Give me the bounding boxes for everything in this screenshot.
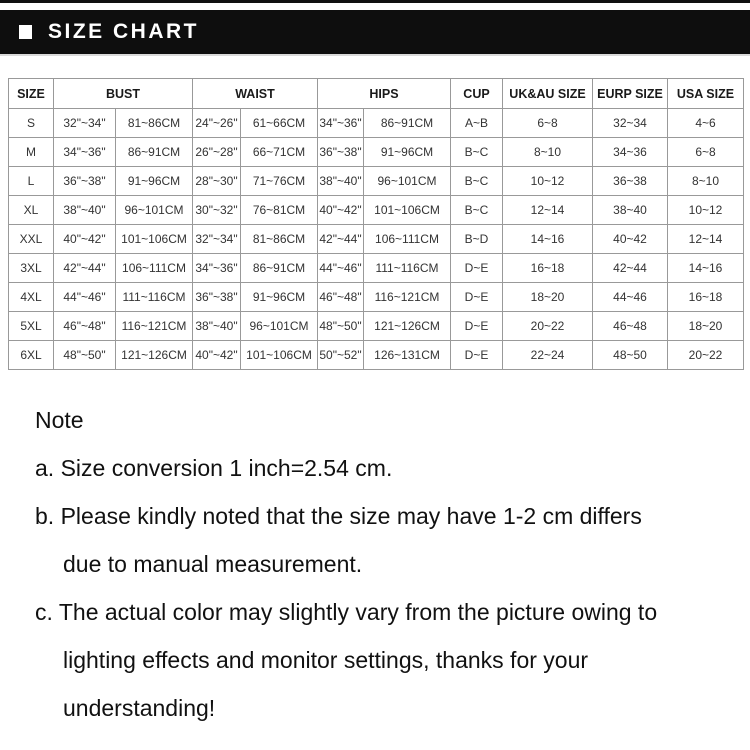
table-cell: 6XL	[9, 341, 54, 370]
table-cell: 8~10	[668, 167, 744, 196]
table-cell: 36"~38"	[193, 283, 241, 312]
table-cell: 86~91CM	[241, 254, 318, 283]
table-cell: 32"~34"	[54, 109, 116, 138]
column-header: CUP	[451, 79, 503, 109]
note-line: due to manual measurement.	[63, 551, 363, 577]
table-row	[9, 196, 744, 225]
table-cell: 34"~36"	[318, 109, 364, 138]
table-cell: 22~24	[503, 341, 593, 370]
table-cell: 50"~52"	[318, 341, 364, 370]
table-cell: 26"~28"	[193, 138, 241, 167]
table-cell: 42"~44"	[54, 254, 116, 283]
table-row	[9, 225, 744, 254]
table-cell: 36~38	[593, 167, 668, 196]
table-cell: 18~20	[668, 312, 744, 341]
column-header: EURP SIZE	[593, 79, 668, 109]
table-cell: 34"~36"	[193, 254, 241, 283]
page-title: SIZE CHART	[48, 20, 199, 43]
table-cell: B~C	[451, 196, 503, 225]
table-cell: 126~131CM	[364, 341, 451, 370]
table-cell: 40"~42"	[54, 225, 116, 254]
table-cell: 8~10	[503, 138, 593, 167]
table-cell: 6~8	[668, 138, 744, 167]
table-cell: 4~6	[668, 109, 744, 138]
note-line: b. Please kindly noted that the size may have 1-2 cm differs	[35, 503, 642, 529]
note-title: Note	[35, 407, 84, 433]
table-cell: B~C	[451, 138, 503, 167]
top-rule	[0, 0, 750, 3]
table-cell: XXL	[9, 225, 54, 254]
table-cell: 42"~44"	[318, 225, 364, 254]
table-cell: 6~8	[503, 109, 593, 138]
table-cell: 14~16	[668, 254, 744, 283]
table-cell: 46"~48"	[318, 283, 364, 312]
table-cell: 34"~36"	[54, 138, 116, 167]
column-header: SIZE	[9, 79, 54, 109]
table-cell: 111~116CM	[116, 283, 193, 312]
table-cell: 10~12	[668, 196, 744, 225]
table-row	[9, 254, 744, 283]
column-header: HIPS	[318, 79, 451, 109]
table-cell: D~E	[451, 254, 503, 283]
table-cell: 30"~32"	[193, 196, 241, 225]
table-row	[9, 138, 744, 167]
table-cell: L	[9, 167, 54, 196]
table-row	[9, 167, 744, 196]
table-row	[9, 312, 744, 341]
table-cell: 46~48	[593, 312, 668, 341]
table-cell: 91~96CM	[116, 167, 193, 196]
table-cell: 38"~40"	[193, 312, 241, 341]
size-chart-table	[8, 78, 744, 370]
table-cell: B~D	[451, 225, 503, 254]
note-line: a. Size conversion 1 inch=2.54 cm.	[35, 455, 393, 481]
table-cell: 44"~46"	[318, 254, 364, 283]
table-cell: 71~76CM	[241, 167, 318, 196]
table-cell: 18~20	[503, 283, 593, 312]
size-table-header-row	[9, 79, 744, 109]
table-cell: 24"~26"	[193, 109, 241, 138]
table-cell: 91~96CM	[241, 283, 318, 312]
table-cell: XL	[9, 196, 54, 225]
table-cell: D~E	[451, 312, 503, 341]
table-cell: 28"~30"	[193, 167, 241, 196]
table-cell: 44~46	[593, 283, 668, 312]
table-cell: 111~116CM	[364, 254, 451, 283]
table-cell: 4XL	[9, 283, 54, 312]
table-cell: 61~66CM	[241, 109, 318, 138]
table-cell: 101~106CM	[241, 341, 318, 370]
table-cell: 40"~42"	[318, 196, 364, 225]
table-cell: 10~12	[503, 167, 593, 196]
table-cell: 36"~38"	[318, 138, 364, 167]
table-cell: 38~40	[593, 196, 668, 225]
table-cell: 40"~42"	[193, 341, 241, 370]
table-cell: 38"~40"	[54, 196, 116, 225]
table-cell: 121~126CM	[364, 312, 451, 341]
note-line: lighting effects and monitor settings, thanks for your	[63, 647, 589, 673]
table-cell: 76~81CM	[241, 196, 318, 225]
table-cell: 96~101CM	[116, 196, 193, 225]
table-cell: A~B	[451, 109, 503, 138]
square-bullet-icon	[19, 25, 32, 39]
column-header: USA SIZE	[668, 79, 744, 109]
table-cell: 96~101CM	[241, 312, 318, 341]
table-cell: 16~18	[503, 254, 593, 283]
table-cell: 116~121CM	[116, 312, 193, 341]
title-bar	[0, 10, 750, 54]
size-table-body	[9, 109, 744, 370]
table-cell: D~E	[451, 341, 503, 370]
table-cell: 101~106CM	[364, 196, 451, 225]
table-row	[9, 283, 744, 312]
table-cell: 36"~38"	[54, 167, 116, 196]
table-cell: 86~91CM	[364, 109, 451, 138]
table-row	[9, 109, 744, 138]
table-cell: 116~121CM	[364, 283, 451, 312]
table-cell: 42~44	[593, 254, 668, 283]
table-cell: 5XL	[9, 312, 54, 341]
table-cell: 96~101CM	[364, 167, 451, 196]
table-cell: 66~71CM	[241, 138, 318, 167]
table-cell: 32~34	[593, 109, 668, 138]
table-cell: 20~22	[503, 312, 593, 341]
table-cell: 101~106CM	[116, 225, 193, 254]
table-cell: 12~14	[668, 225, 744, 254]
table-cell: 12~14	[503, 196, 593, 225]
note-line: c. The actual color may slightly vary from the picture owing to	[35, 599, 658, 625]
column-header: BUST	[54, 79, 193, 109]
table-cell: D~E	[451, 283, 503, 312]
table-row	[9, 341, 744, 370]
table-cell: 40~42	[593, 225, 668, 254]
table-cell: 81~86CM	[116, 109, 193, 138]
table-cell: 106~111CM	[364, 225, 451, 254]
column-header: WAIST	[193, 79, 318, 109]
note-line: understanding!	[63, 695, 216, 721]
table-cell: S	[9, 109, 54, 138]
table-cell: 3XL	[9, 254, 54, 283]
table-cell: 86~91CM	[116, 138, 193, 167]
table-cell: 46"~48"	[54, 312, 116, 341]
table-cell: 44"~46"	[54, 283, 116, 312]
note-section	[0, 396, 750, 732]
table-cell: 34~36	[593, 138, 668, 167]
table-cell: 91~96CM	[364, 138, 451, 167]
table-cell: 106~111CM	[116, 254, 193, 283]
table-cell: 38"~40"	[318, 167, 364, 196]
table-cell: 20~22	[668, 341, 744, 370]
table-cell: 14~16	[503, 225, 593, 254]
table-cell: M	[9, 138, 54, 167]
table-cell: 48"~50"	[54, 341, 116, 370]
table-cell: 121~126CM	[116, 341, 193, 370]
table-cell: 48~50	[593, 341, 668, 370]
column-header: UK&AU SIZE	[503, 79, 593, 109]
table-cell: B~C	[451, 167, 503, 196]
table-cell: 48"~50"	[318, 312, 364, 341]
note-lines	[35, 444, 750, 732]
table-cell: 16~18	[668, 283, 744, 312]
table-cell: 32"~34"	[193, 225, 241, 254]
table-cell: 81~86CM	[241, 225, 318, 254]
